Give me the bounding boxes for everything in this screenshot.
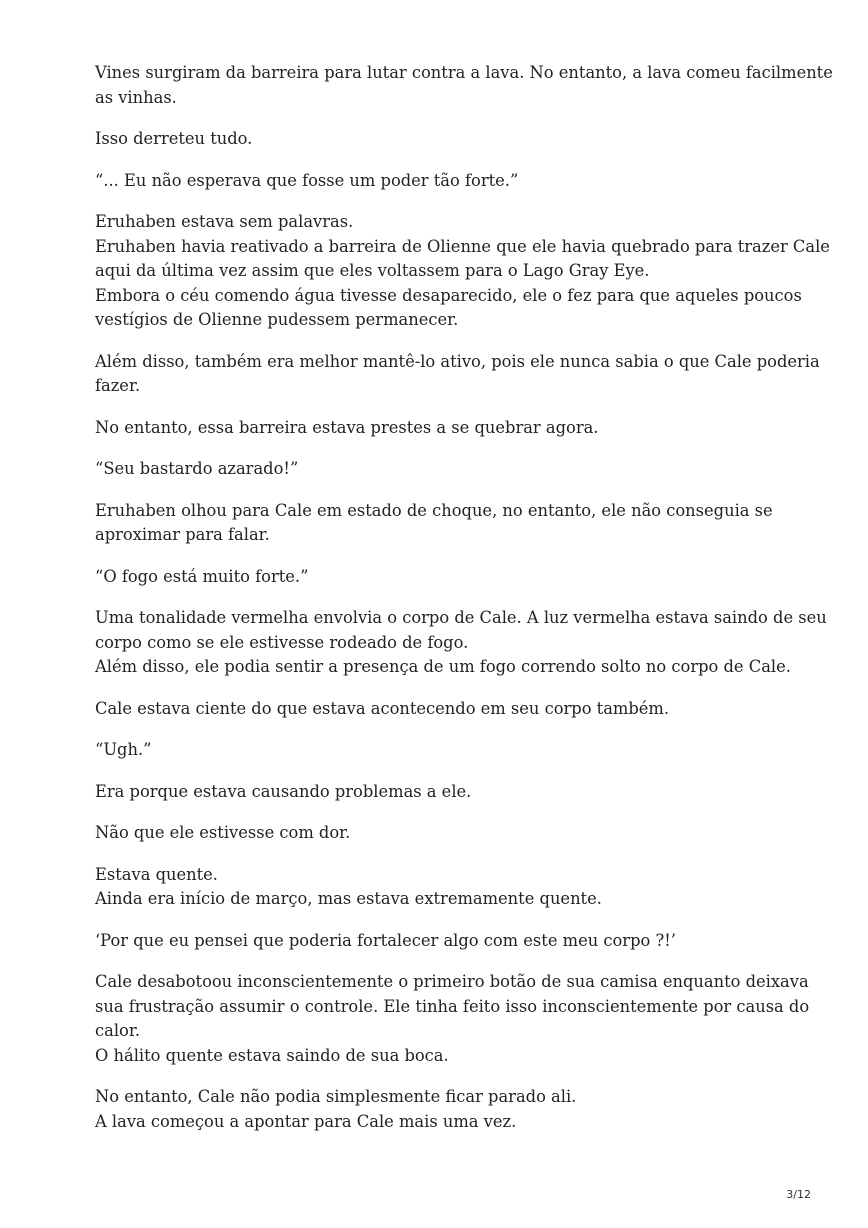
paragraph-line: fazer.	[95, 376, 141, 395]
paragraph-line: Isso derreteu tudo.	[95, 129, 253, 148]
paragraph-line: A lava começou a apontar para Cale mais uma vez.	[95, 1111, 517, 1131]
paragraph	[95, 863, 785, 912]
paragraph	[95, 350, 820, 399]
paragraph	[95, 606, 827, 680]
paragraph	[95, 821, 785, 846]
paragraph	[95, 1085, 785, 1134]
paragraph-line: No entanto, Cale não podia simplesmente ficar parado ali.	[95, 1087, 577, 1106]
paragraph-line: No entanto, essa barreira estava prestes a se quebrar agora.	[95, 417, 599, 437]
paragraph-line: corpo como se ele estivesse rodeado de fogo.	[95, 632, 469, 652]
paragraph-line: Vines surgiram da barreira para lutar contra a lava. No entanto, a lava comeu facilmente	[95, 63, 833, 82]
paragraph-line: as vinhas.	[95, 87, 177, 107]
paragraph	[95, 127, 785, 152]
paragraph-line: vestígios de Olienne pudessem permanecer.	[95, 310, 459, 329]
paragraph-line: aqui da última vez assim que eles voltassem para o Lago Gray Eye.	[95, 261, 650, 280]
paragraph-line: Cale estava ciente do que estava acontecendo em seu corpo também.	[95, 698, 670, 718]
paragraph-line: Eruhaben havia reativado a barreira de Olienne que ele havia quebrado para trazer Cale	[95, 236, 830, 256]
paragraph-line: O hálito quente estava saindo de sua boca.	[95, 1045, 449, 1065]
page-number: 3/12	[786, 1188, 811, 1201]
paragraph-line: Eruhaben olhou para Cale em estado de choque, no entanto, ele não conseguia se	[95, 500, 773, 520]
paragraph	[95, 565, 785, 590]
paragraph-line: Uma tonalidade vermelha envolvia o corpo de Cale. A luz vermelha estava saindo de seu	[95, 608, 827, 627]
paragraph-line: Cale desabotoou inconscientemente o primeiro botão de sua camisa enquanto deixava	[95, 972, 809, 991]
paragraph-line: Ainda era início de março, mas estava extremamente quente.	[95, 889, 602, 908]
paragraph-line: Era porque estava causando problemas a ele.	[95, 781, 472, 801]
paragraph-line: Embora o céu comendo água tivesse desaparecido, ele o fez para que aqueles poucos	[95, 285, 802, 305]
paragraph	[95, 697, 785, 722]
paragraph	[95, 61, 833, 110]
paragraph-line: calor.	[95, 1021, 141, 1040]
paragraph-line: “Seu bastardo azarado!”	[95, 459, 299, 478]
paragraph	[95, 169, 785, 194]
paragraph-line: sua frustração assumir o controle. Ele tinha feito isso inconscientemente por causa do	[95, 996, 810, 1016]
paragraph-line: aproximar para falar.	[95, 525, 270, 544]
paragraph	[95, 499, 785, 548]
paragraph-line: Não que ele estivesse com dor.	[95, 823, 351, 842]
paragraph	[95, 416, 785, 441]
paragraph-line: “O fogo está muito forte.”	[95, 566, 309, 586]
paragraph	[95, 929, 785, 954]
paragraph-line: Estava quente.	[95, 864, 218, 884]
paragraph-line: “... Eu não esperava que fosse um poder tão forte.”	[95, 170, 519, 190]
paragraph-line: Eruhaben estava sem palavras.	[95, 212, 354, 231]
paragraph	[95, 210, 830, 333]
paragraph-line: “Ugh.”	[95, 740, 152, 759]
paragraph	[95, 457, 785, 482]
paragraph	[95, 738, 785, 763]
document-body	[95, 61, 833, 1151]
paragraph-line: ‘Por que eu pensei que poderia fortalecer algo com este meu corpo ?!’	[95, 930, 676, 950]
paragraph-line: Além disso, ele podia sentir a presença de um fogo correndo solto no corpo de Cale.	[95, 657, 791, 676]
paragraph	[95, 780, 785, 805]
paragraph	[95, 970, 810, 1068]
paragraph-line: Além disso, também era melhor mantê-lo ativo, pois ele nunca sabia o que Cale poderia	[95, 351, 820, 371]
